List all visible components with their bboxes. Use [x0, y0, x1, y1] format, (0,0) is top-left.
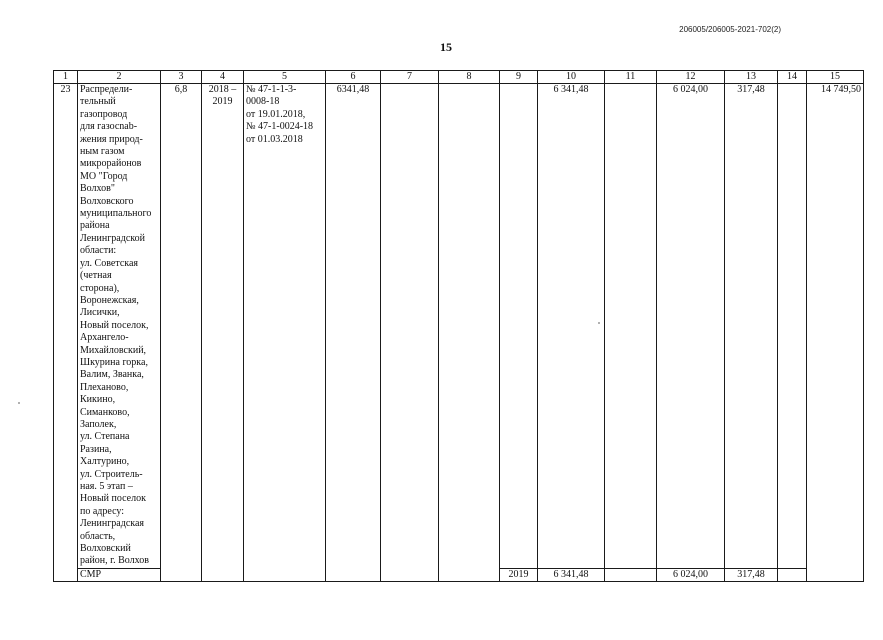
name-line: района — [80, 220, 110, 232]
column-header: 13 — [725, 71, 778, 84]
name-line: области: — [80, 245, 117, 257]
empty-cell — [605, 568, 657, 581]
total-value: 6 341,48 — [538, 84, 605, 569]
expertise-line: от 19.01.2018, — [246, 108, 306, 120]
name-line: микрорайонов — [80, 158, 142, 170]
column-header: 7 — [381, 71, 439, 84]
smr-regional: 317,48 — [725, 568, 778, 581]
name-line: Симанково, — [80, 406, 130, 418]
name-line: Новый поселок — [80, 493, 146, 505]
length-value: 6,8 — [161, 84, 202, 582]
empty-cell — [605, 84, 657, 569]
empty-cell — [500, 84, 538, 569]
name-line: (четная — [80, 270, 112, 282]
row-number: 23 — [54, 84, 78, 582]
name-line: муниципального — [80, 208, 152, 220]
name-line: ул. Строитель- — [80, 468, 143, 480]
document-id: 206005/206005-2021-702(2) — [679, 25, 781, 34]
column-header: 4 — [202, 71, 244, 84]
data-table — [53, 70, 864, 582]
name-line: Новый поселок, — [80, 319, 149, 331]
name-line: ул. Советская — [80, 257, 138, 269]
smr-federal: 6 024,00 — [657, 568, 725, 581]
column-header: 2 — [78, 71, 161, 84]
name-line: МО "Город — [80, 170, 128, 182]
name-line: жения природ- — [80, 133, 143, 145]
name-line: Ленинградской — [80, 232, 145, 244]
name-line: Кикино, — [80, 394, 116, 406]
name-line: ул. Степана — [80, 431, 130, 443]
column-header: 15 — [807, 71, 864, 84]
smr-year: 2019 — [500, 568, 538, 581]
name-line: Заполек, — [80, 418, 117, 430]
name-line: ным газом — [80, 146, 125, 158]
empty-cell — [778, 84, 807, 569]
regional-value: 317,48 — [725, 84, 778, 569]
name-line: Волховского — [80, 195, 134, 207]
name-line: Воронежская, — [80, 294, 139, 306]
empty-cell — [439, 84, 500, 582]
column-header: 6 — [326, 71, 381, 84]
estimate-value: 6341,48 — [326, 84, 381, 582]
table-row — [54, 84, 864, 569]
column-header: 8 — [439, 71, 500, 84]
column-header: 5 — [244, 71, 326, 84]
name-line: Ленинградская — [80, 518, 145, 530]
federal-value: 6 024,00 — [657, 84, 725, 569]
cost-value: 14 749,50 — [807, 84, 864, 582]
column-header: 3 — [161, 71, 202, 84]
empty-cell — [381, 84, 439, 582]
period-cell — [202, 84, 244, 582]
expertise-line: 0008-18 — [246, 96, 280, 108]
name-line: Лисички, — [80, 307, 120, 319]
column-header: 9 — [500, 71, 538, 84]
name-line: Волховский — [80, 543, 131, 555]
expertise-line: № 47-1-0024-18 — [246, 121, 314, 133]
name-line: Валим, Званка, — [80, 369, 144, 381]
name-line: Шкурина горка, — [80, 356, 148, 368]
name-line: Архангело- — [80, 332, 129, 344]
name-line: для газосnab- — [80, 121, 138, 133]
expertise-cell — [244, 84, 326, 582]
expertise-line: от 01.03.2018 — [246, 133, 303, 145]
name-line: Распредели- — [80, 84, 133, 95]
page-number: 15 — [440, 40, 452, 54]
name-line: область, — [80, 530, 116, 542]
name-line: Плеханово, — [80, 381, 129, 393]
name-line: район, г. Волхов — [80, 555, 149, 567]
column-number-row — [54, 71, 864, 84]
smr-label: СМР — [78, 568, 161, 581]
column-header: 10 — [538, 71, 605, 84]
name-line: ная. 5 этап – — [80, 481, 133, 492]
column-header: 11 — [605, 71, 657, 84]
column-header: 1 — [54, 71, 78, 84]
column-header: 12 — [657, 71, 725, 84]
name-line: газопровод — [80, 108, 128, 120]
name-line: Халтурино, — [80, 456, 130, 468]
name-line: Разина, — [80, 443, 112, 455]
smr-total: 6 341,48 — [538, 568, 605, 581]
scan-speck — [18, 402, 20, 404]
name-line: по адресу: — [80, 505, 125, 517]
column-header: 14 — [778, 71, 807, 84]
empty-cell — [778, 568, 807, 581]
scan-speck — [598, 322, 600, 324]
expertise-line: № 47-1-1-3- — [246, 84, 297, 95]
name-line: Михайловский, — [80, 344, 147, 356]
period-start: 2018 – — [208, 84, 237, 95]
name-line: тельный — [80, 96, 116, 108]
name-line: сторона), — [80, 282, 120, 294]
period-end: 2019 — [212, 96, 233, 108]
object-name-cell — [78, 84, 161, 569]
name-line: Волхов" — [80, 183, 115, 195]
